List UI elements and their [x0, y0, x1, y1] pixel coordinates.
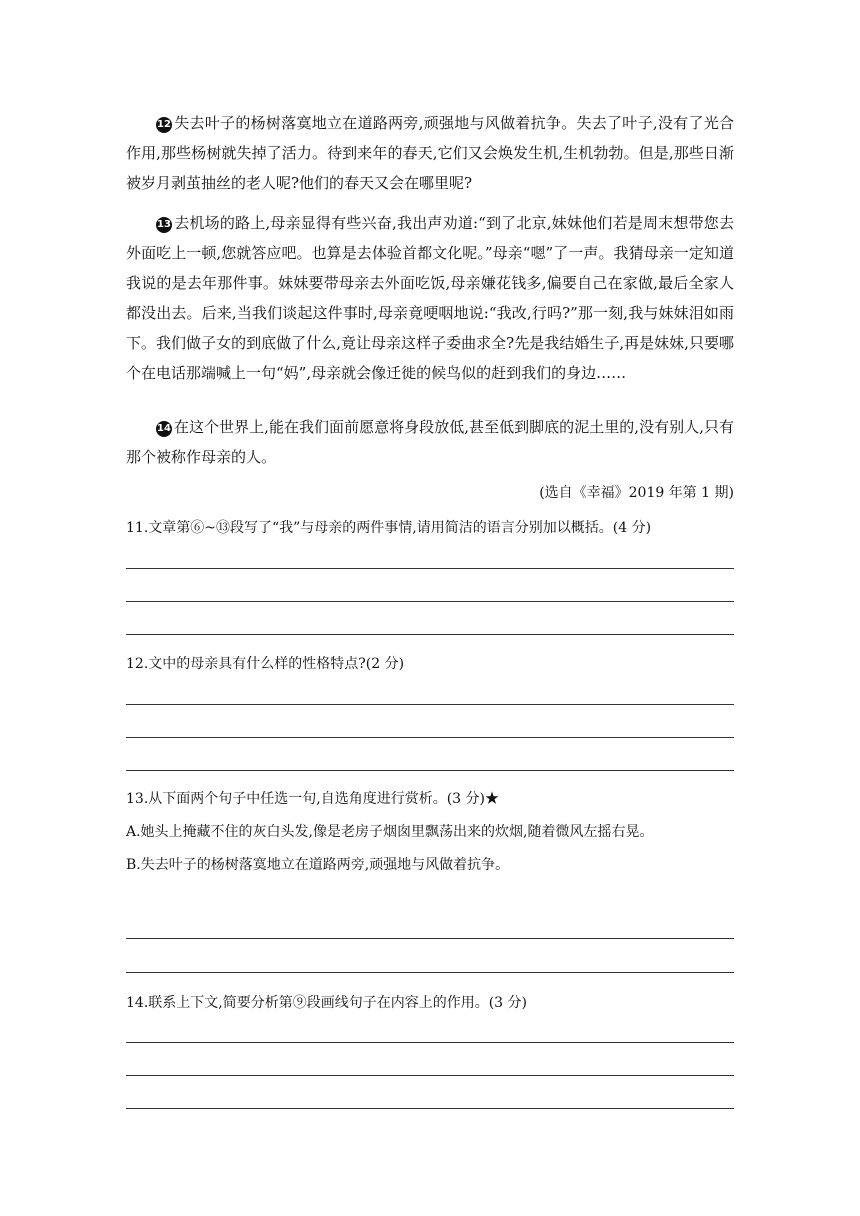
- answer-line[interactable]: [126, 601, 734, 602]
- question-13-option-a: A.她头上掩藏不住的灰白头发,像是老房子烟囱里飘荡出来的炊烟,随着微风左摇右晃。: [126, 824, 654, 840]
- answer-line[interactable]: [126, 704, 734, 705]
- paragraph-13-text: 去机场的路上,母亲显得有些兴奋,我出声劝道:“到了北京,妹妹他们若是周末想带您去外面吃上一顿,您就答应吧。也算是去体验首都文化呢。”母亲“嗯”了一声。我猜母亲一定知道我说的是去年那件事。妹妹要带母亲去外面吃饭,母亲嫌花钱多,偏要自己在家做,最后全家人都没出去。后来,当我们谈起这件事时,母亲竟哽咽地说:“我改,行吗?”那一刻,我与妹妹泪如雨下。我们做子女的到底做了什么,竟让母亲这样子委曲求全?先是我结婚生子,再是妹妹,只要哪个在电话那端喊上一句“妈”,母亲就会像迁徙的候鸟似的赶到我们的身边……: [126, 214, 734, 382]
- paragraph-13: [126, 208, 734, 388]
- source-citation: (选自《幸福》2019 年第 1 期): [539, 485, 734, 501]
- answer-line[interactable]: [126, 938, 734, 939]
- question-13: 13.从下面两个句子中任选一句,自选角度进行赏析。(3 分)★: [126, 791, 499, 807]
- answer-line[interactable]: [126, 634, 734, 635]
- question-14: 14.联系上下文,简要分析第⑨段画线句子在内容上的作用。(3 分): [126, 995, 527, 1011]
- question-13-option-b: B.失去叶子的杨树落寞地立在道路两旁,顽强地与风做着抗争。: [126, 857, 510, 873]
- question-12: 12.文中的母亲具有什么样的性格特点?(2 分): [126, 656, 405, 672]
- paragraph-14-text: 在这个世界上,能在我们面前愿意将身段放低,甚至低到脚底的泥土里的,没有别人,只有那个被称作母亲的人。: [126, 418, 734, 466]
- question-11: 11.文章第⑥~⑬段写了“我”与母亲的两件事情,请用简洁的语言分别加以概括。(4 分): [126, 520, 652, 536]
- answer-line[interactable]: [126, 1108, 734, 1109]
- answer-line[interactable]: [126, 972, 734, 973]
- paragraph-14: [126, 412, 734, 472]
- paragraph-number-13: 13: [156, 217, 172, 233]
- paragraph-12: [126, 108, 734, 198]
- answer-line[interactable]: [126, 737, 734, 738]
- answer-line[interactable]: [126, 770, 734, 771]
- paragraph-number-14: 14: [156, 421, 172, 437]
- paragraph-12-text: 失去叶子的杨树落寞地立在道路两旁,顽强地与风做着抗争。失去了叶子,没有了光合作用,那些杨树就失掉了活力。待到来年的春天,它们又会焕发生机,生机勃勃。但是,那些日渐被岁月剥茧抽丝的老人呢?他们的春天又会在哪里呢?: [126, 114, 734, 192]
- answer-line[interactable]: [126, 568, 734, 569]
- answer-line[interactable]: [126, 1042, 734, 1043]
- paragraph-number-12: 12: [156, 117, 172, 133]
- answer-line[interactable]: [126, 1075, 734, 1076]
